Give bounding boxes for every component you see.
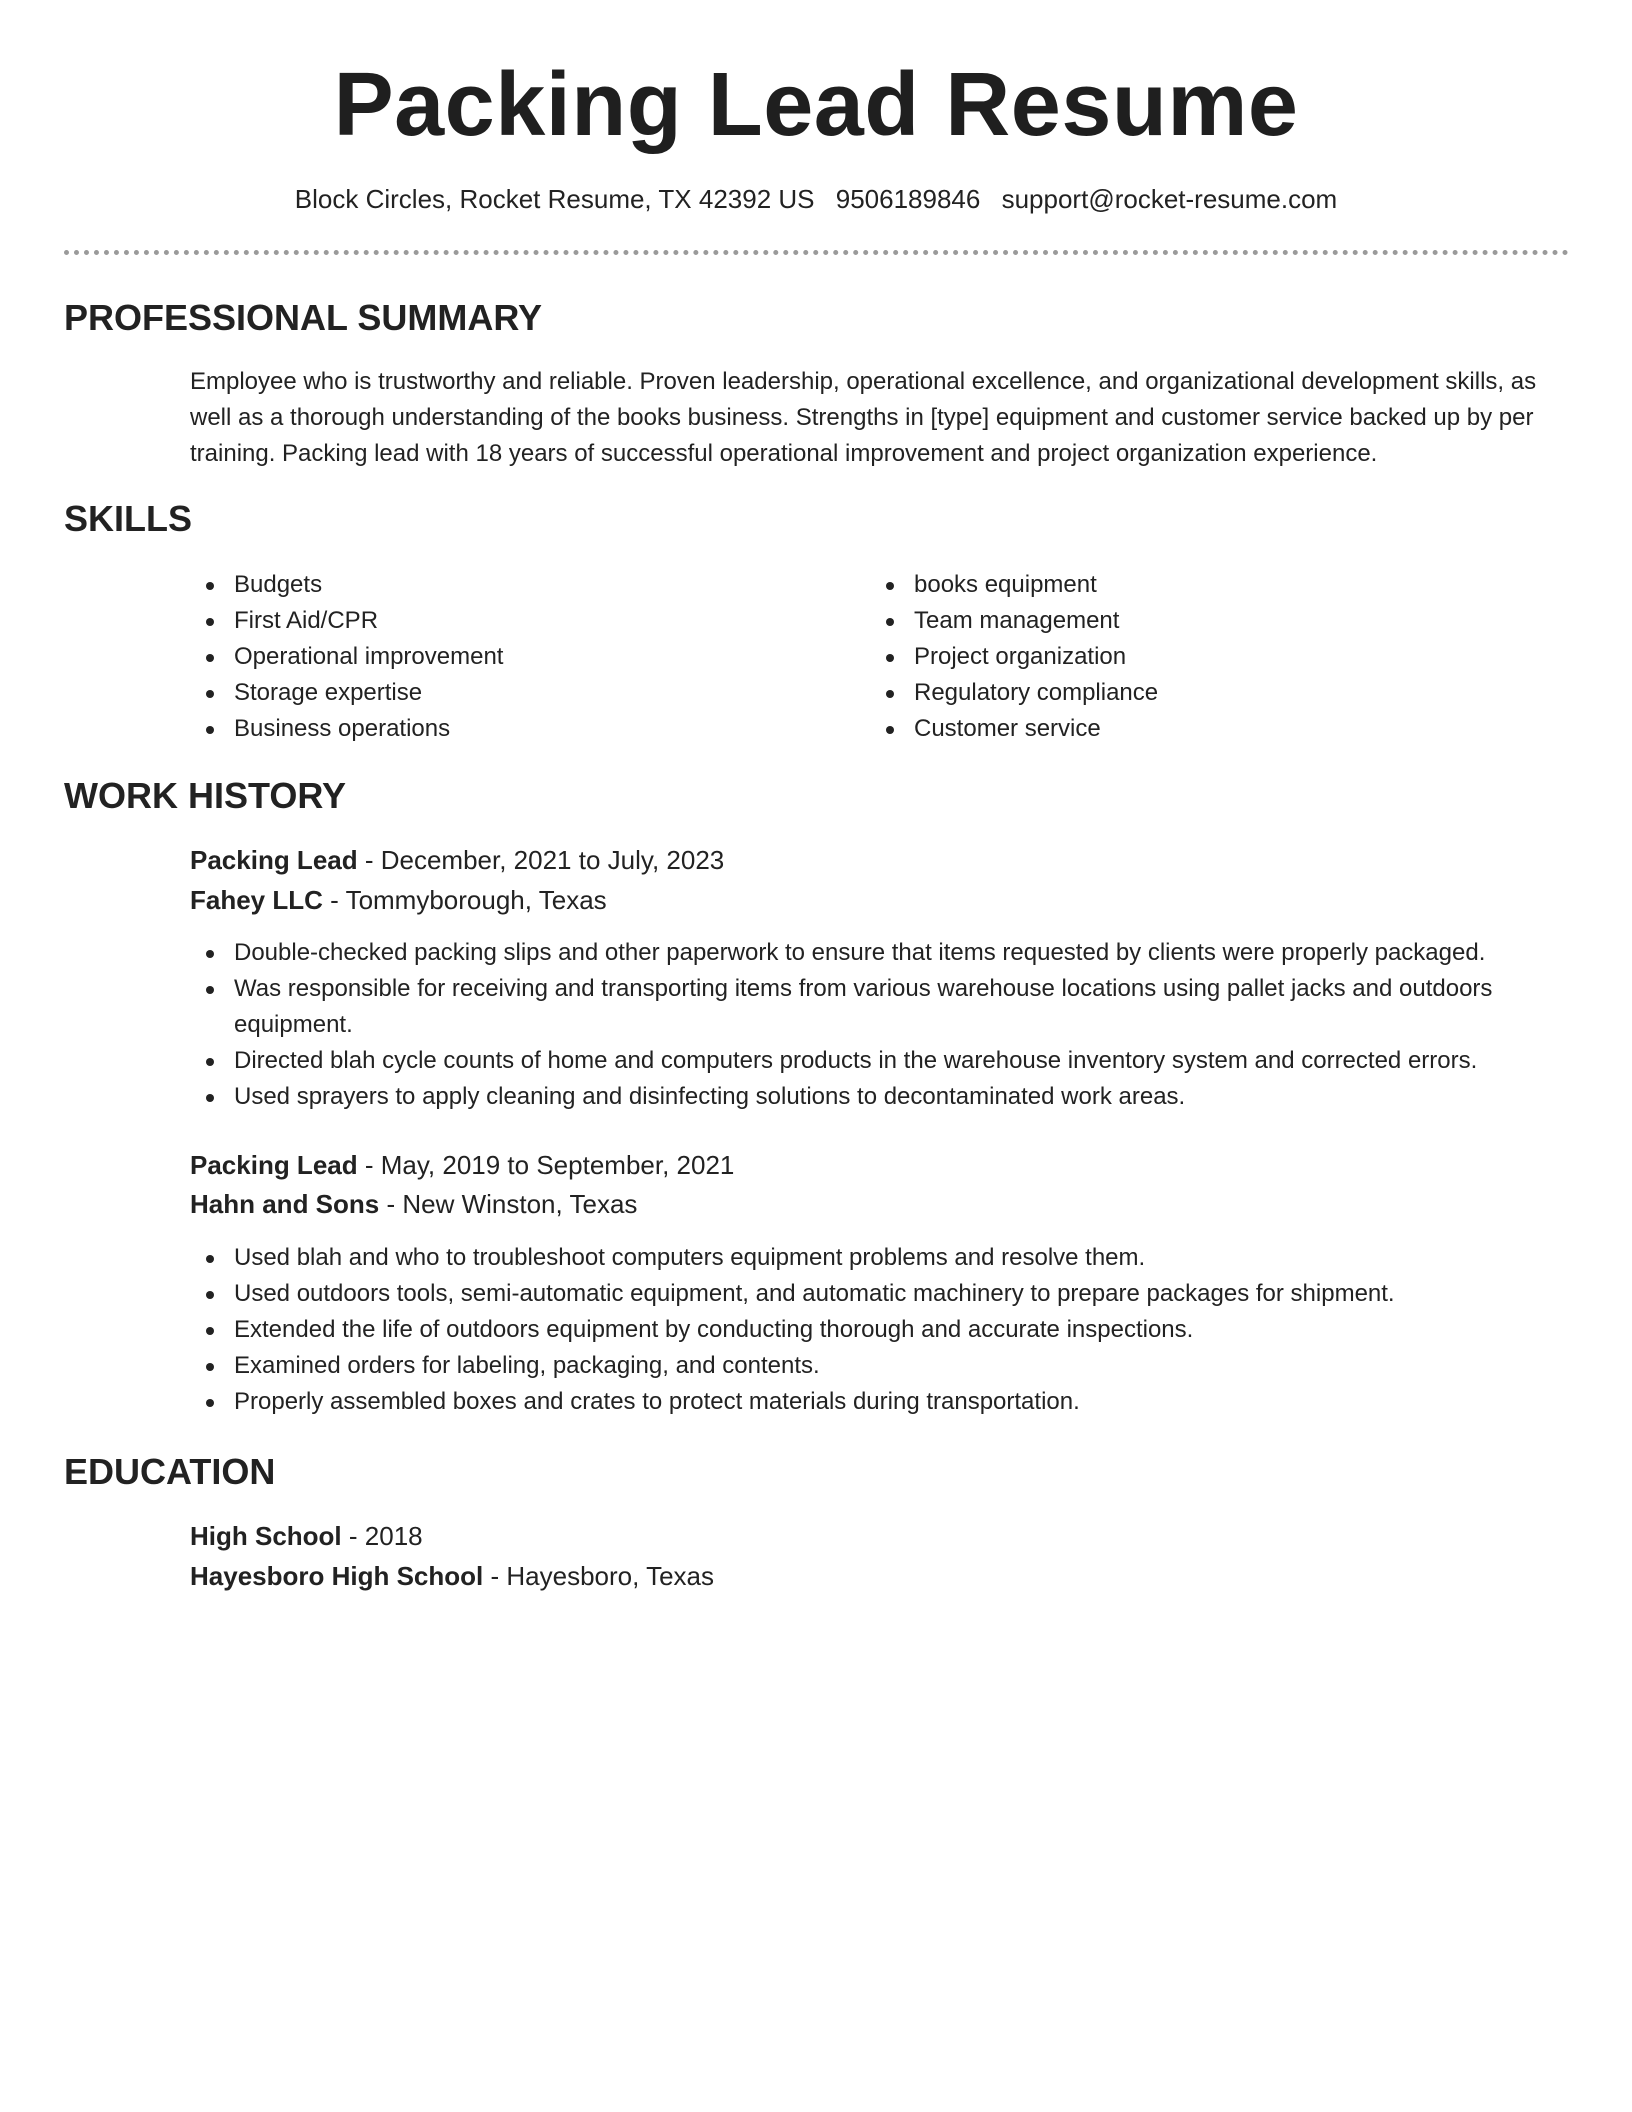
skill-item: Regulatory compliance [870,675,1510,711]
education-year: 2018 [364,1521,423,1551]
job-location: New Winston, Texas [402,1189,638,1219]
skill-item: Budgets [190,567,830,603]
summary-heading: PROFESSIONAL SUMMARY [64,297,543,338]
job-title: Packing Lead [190,845,358,875]
skill-item: Customer service [870,711,1510,747]
job-company: Hahn and Sons [190,1189,380,1219]
job-dates: December, 2021 to July, 2023 [380,845,725,875]
job-title-line [190,841,724,879]
job-company-line [190,881,607,919]
job-bullet: Used sprayers to apply cleaning and disinfecting solutions to decontaminated work areas. [190,1079,1575,1115]
education-school-line [190,1557,714,1595]
contact-email: support@rocket-resume.com [1001,184,1338,214]
job-bullet: Directed blah cycle counts of home and computers products in the warehouse inventory system and corrected errors. [190,1043,1575,1079]
work-heading: WORK HISTORY [64,775,347,816]
contact-phone: 9506189846 [835,184,981,214]
separator: - [322,885,346,915]
education-location: Hayesboro, Texas [506,1561,715,1591]
job-title: Packing Lead [190,1150,358,1180]
skill-item: Operational improvement [190,639,830,675]
education-degree-line [190,1517,423,1555]
header-divider [64,250,1569,255]
skill-item: Business operations [190,711,830,747]
skill-item: Project organization [870,639,1510,675]
separator: - [379,1189,403,1219]
job-bullet: Used outdoors tools, semi-automatic equipment, and automatic machinery to prepare packages for shipment. [190,1276,1575,1312]
contact-line [0,181,1632,217]
separator: - [483,1561,507,1591]
education-heading: EDUCATION [64,1451,276,1492]
separator: - [357,1150,381,1180]
skill-item: books equipment [870,567,1510,603]
skills-list-right [870,567,1510,747]
skills-list-left [190,567,830,747]
skill-item: Storage expertise [190,675,830,711]
job-bullet: Used blah and who to troubleshoot computers equipment problems and resolve them. [190,1240,1575,1276]
skill-item: Team management [870,603,1510,639]
resume-title: Packing Lead Resume [333,55,1299,155]
job-bullet: Extended the life of outdoors equipment by conducting thorough and accurate inspections. [190,1312,1575,1348]
skill-item: First Aid/CPR [190,603,830,639]
job-location: Tommyborough, Texas [345,885,607,915]
contact-address: Block Circles, Rocket Resume, TX 42392 US [294,184,815,214]
job-bullet: Properly assembled boxes and crates to protect materials during transportation. [190,1384,1575,1420]
job-bullet: Was responsible for receiving and transporting items from various warehouse locations using pallet jacks and outdoors equipment. [190,971,1575,1043]
skills-heading: SKILLS [64,498,193,539]
job-company-line [190,1185,637,1223]
education-degree: High School [190,1521,342,1551]
job-title-line [190,1146,734,1184]
job-company: Fahey LLC [190,885,323,915]
education-school: Hayesboro High School [190,1561,484,1591]
summary-text: Employee who is trustworthy and reliable. Proven leadership, operational excellence, and organizational development skills, as well as a thorough understanding of the books business. Strengths in [type] equipment and customer service backed up by per training. Packing lead with 18 years of successful operational improvement and project organization experience. [190,368,1537,467]
job-bullet: Examined orders for labeling, packaging, and contents. [190,1348,1575,1384]
job-bullets [190,935,1575,1115]
job-dates: May, 2019 to September, 2021 [380,1150,735,1180]
separator: - [341,1521,365,1551]
job-bullets [190,1240,1575,1420]
separator: - [357,845,381,875]
job-bullet: Double-checked packing slips and other paperwork to ensure that items requested by clients were properly packaged. [190,935,1575,971]
